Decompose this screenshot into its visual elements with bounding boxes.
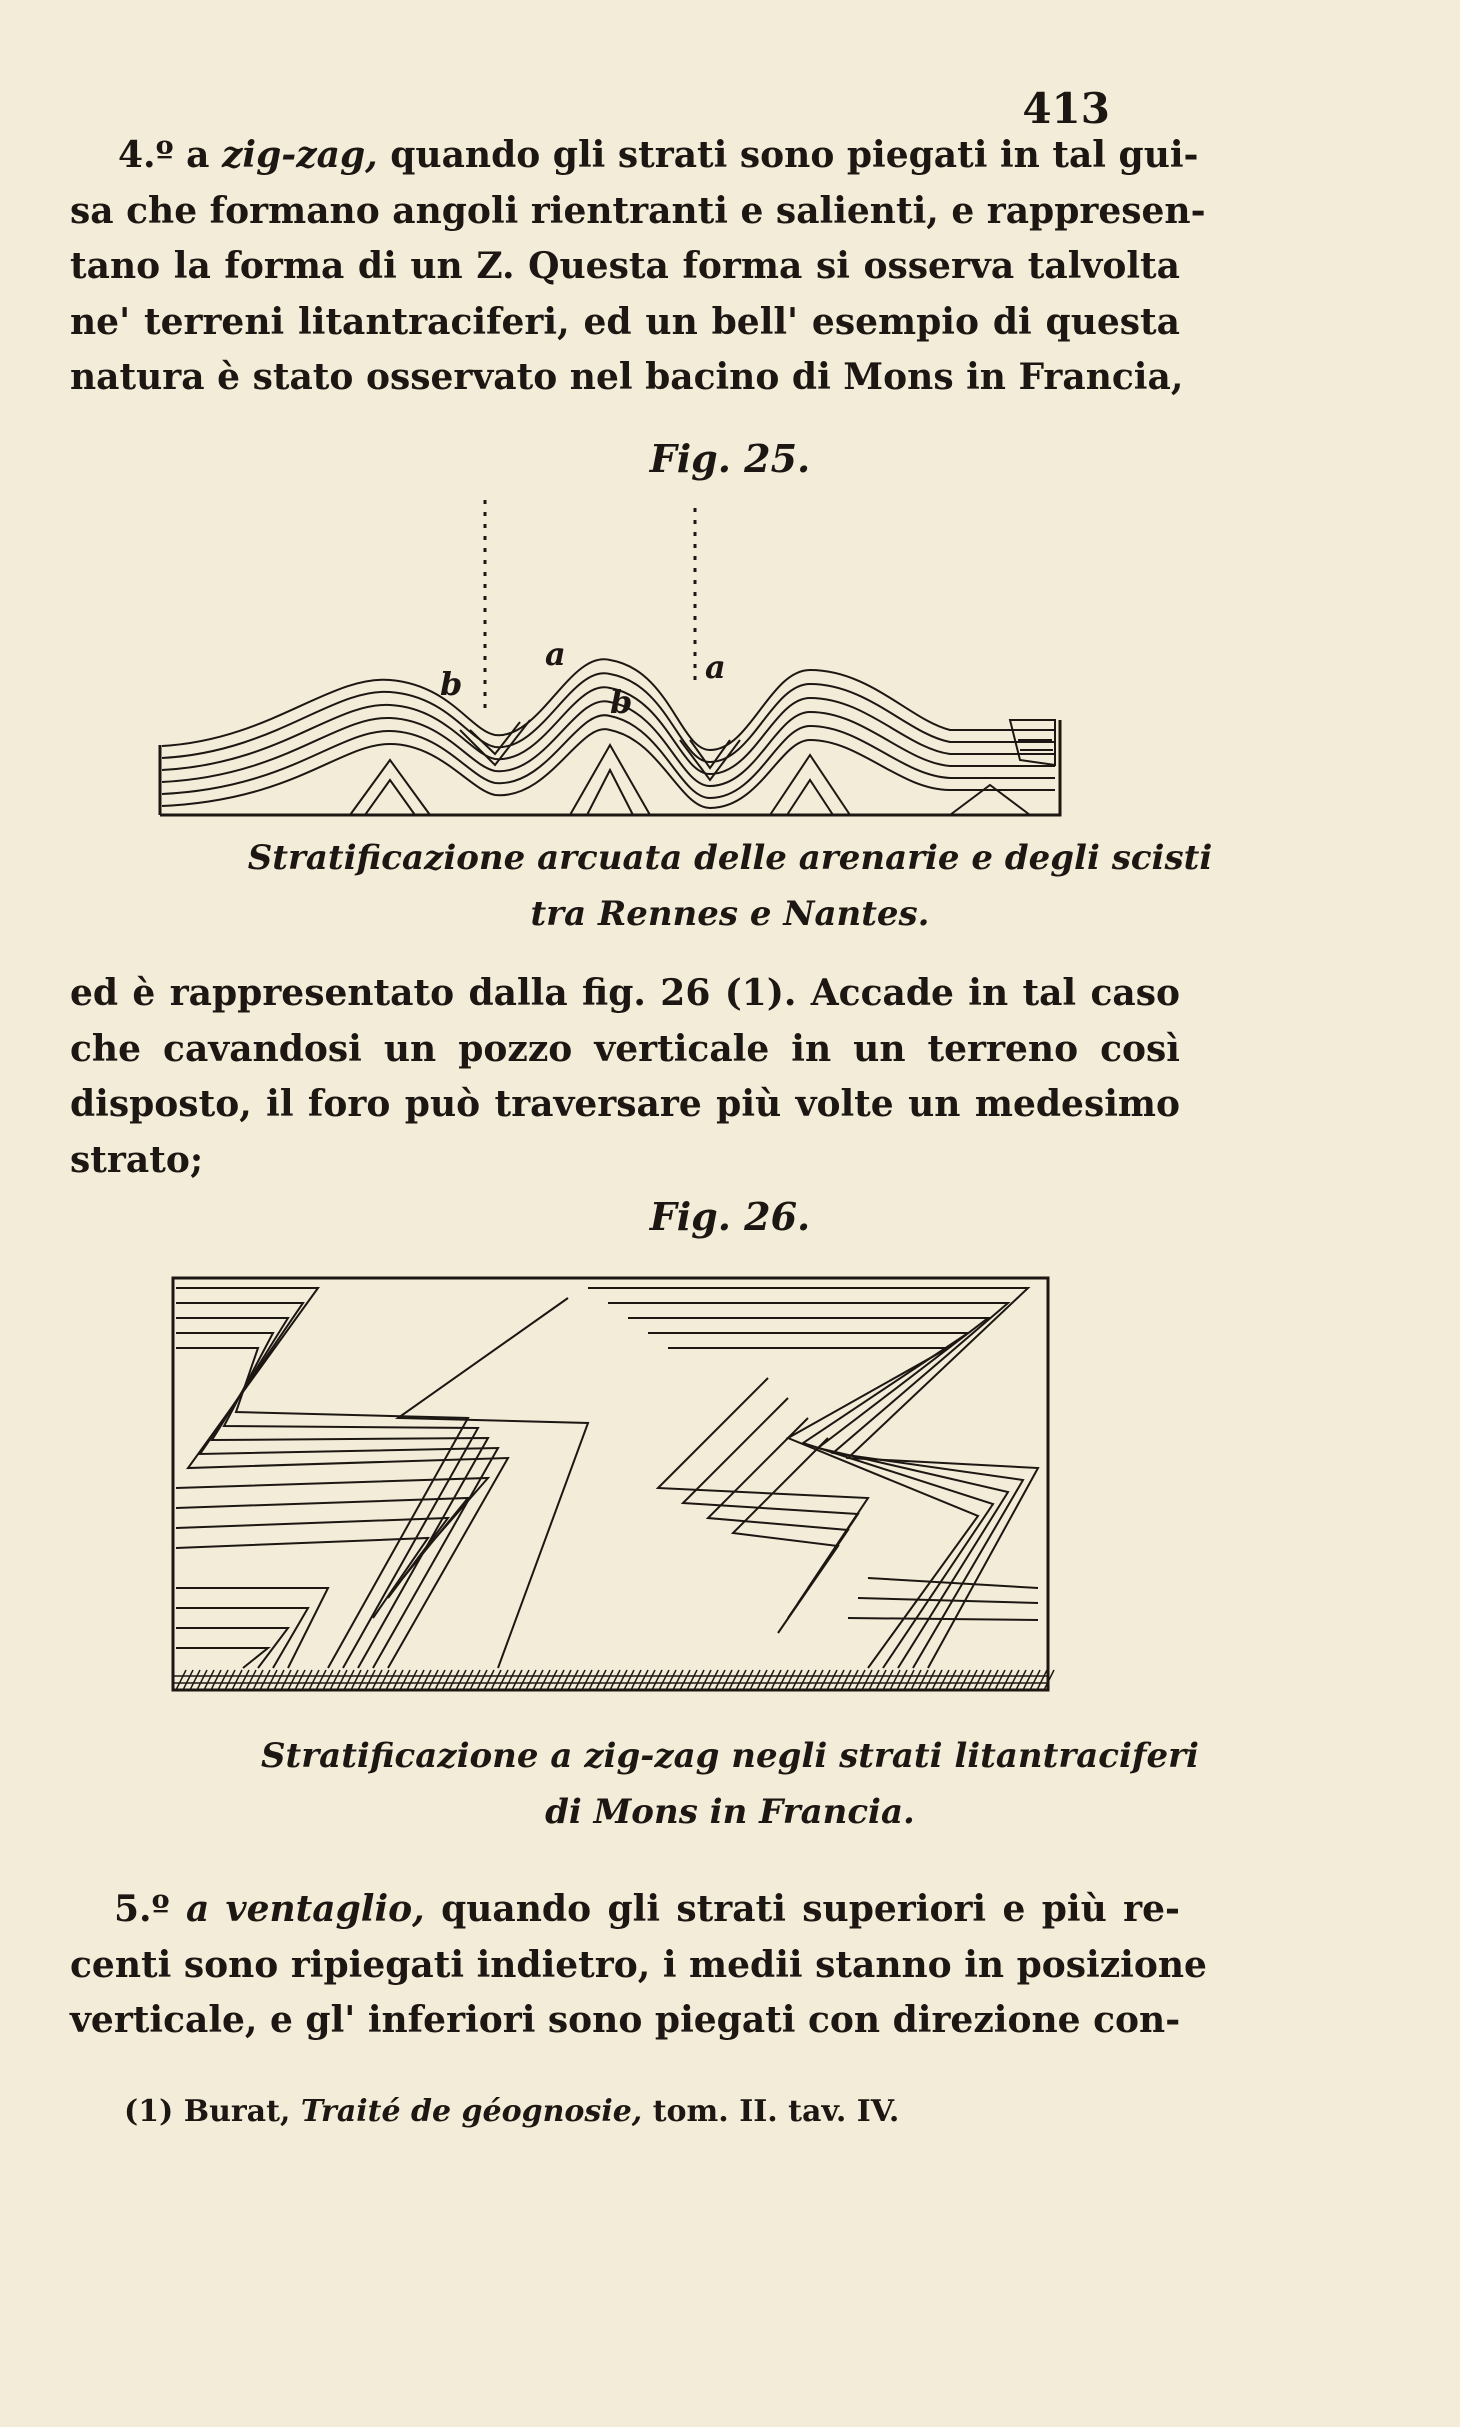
fig25-label-a-right: a: [705, 648, 726, 686]
page-number: 413: [1022, 84, 1110, 133]
fig26-caption: [0, 1728, 1460, 1840]
paragraph-pozzo: [70, 966, 1180, 1188]
footnote-author: (1) Burat,: [124, 2094, 301, 2129]
para3-line-3: verticale, e gl' inferiori sono piegati con direzione con-: [70, 1999, 1181, 2041]
para3-line-1: [70, 1882, 1180, 1938]
para2-line-3: disposto, il foro può traversare più volte un medesimo: [70, 1083, 1180, 1125]
fig26-title: Fig. 26.: [649, 1194, 811, 1239]
fig25-label-b-left: b: [440, 665, 463, 703]
paragraph-zig-zag: [70, 128, 1206, 406]
term-zig-zag: zig-zag,: [221, 134, 378, 176]
footnote: [124, 2094, 899, 2129]
footnote-title: Traité de géognosie,: [300, 2094, 643, 2129]
para1-line-3: tano la forma di un Z. Questa forma si osserva talvolta: [70, 245, 1180, 287]
para1-line-1: [70, 128, 1199, 184]
fig25-caption: [0, 830, 1460, 942]
fig26-caption-line-1: Stratificazione a zig-zag negli strati litantraciferi: [261, 1736, 1199, 1776]
footnote-ref: tom. II. tav. IV.: [642, 2094, 900, 2129]
fig25-caption-line-2: tra Rennes e Nantes.: [530, 894, 930, 934]
item-number: 4.º a: [118, 134, 222, 176]
term-ventaglio: a ventaglio,: [185, 1888, 425, 1930]
para2-line-4: strato;: [70, 1138, 204, 1181]
para1-line-4: ne' terreni litantraciferi, ed un bell' esempio di questa: [70, 300, 1180, 343]
para3-line-2: centi sono ripiegati indietro, i medii stanno in posizione: [70, 1943, 1207, 1986]
text: quando gli strati sono piegati in tal gui-: [377, 134, 1199, 176]
fig26-caption-line-2: di Mons in Francia.: [545, 1792, 915, 1832]
fig25-title: Fig. 25.: [649, 436, 811, 481]
fig25-caption-line-1: Stratificazione arcuata delle arenarie e degli scisti: [247, 838, 1213, 878]
para1-line-2: sa che formano angoli rientranti e salienti, e rappresen-: [70, 189, 1206, 232]
para2-line-1: ed è rappresentato dalla fig. 26 (1). Accade in tal caso: [70, 972, 1180, 1014]
paragraph-ventaglio: [70, 1882, 1207, 2049]
fig25-label-b-right: b: [610, 683, 633, 721]
item-number: 5.º: [114, 1888, 186, 1930]
fig25-illustration: [150, 490, 1070, 820]
text: quando gli strati superiori e più re-: [424, 1888, 1180, 1930]
para2-line-2: che cavandosi un pozzo verticale in un terreno così: [70, 1027, 1180, 1070]
fig26-illustration: [168, 1258, 1068, 1708]
fig25-label-a-left: a: [545, 635, 566, 673]
para1-line-5: natura è stato osservato nel bacino di Mons in Francia,: [70, 356, 1184, 398]
